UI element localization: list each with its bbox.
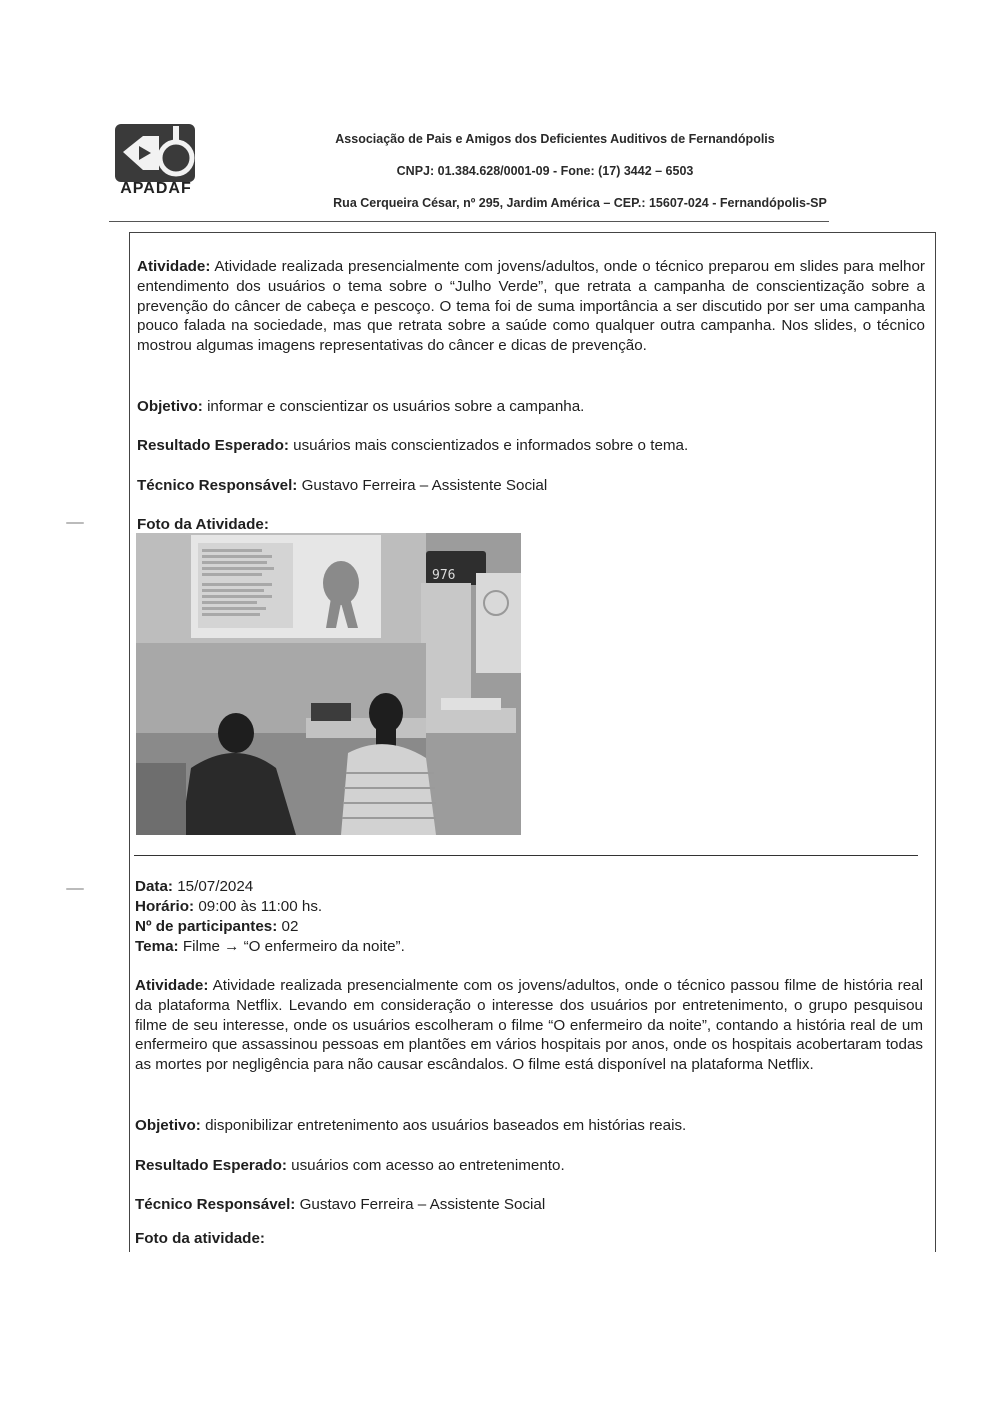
activity2-foto-label: Foto da atividade:	[135, 1230, 265, 1247]
activity2-participants	[135, 917, 925, 937]
activity1-resultado-label: Resultado Esperado:	[137, 437, 289, 454]
scan-mark	[66, 888, 84, 890]
activity2-date-value: 15/07/2024	[177, 878, 254, 895]
activity1-description	[137, 257, 925, 356]
box-border-left	[129, 232, 130, 1252]
activity2-objetivo-text: disponibilizar entretenimento aos usuários baseados em histórias reais.	[205, 1117, 687, 1134]
activity1-objetivo-label: Objetivo:	[137, 398, 203, 415]
activity2-technician	[135, 1195, 923, 1215]
logo-wordmark: APADAF	[120, 180, 192, 197]
activity2-time-label: Horário:	[135, 898, 195, 915]
activity1-resultado-text: usuários mais conscientizados e informados sobre o tema.	[293, 437, 689, 454]
activity2-expected-result	[135, 1156, 923, 1176]
org-name: Associação de Pais e Amigos dos Deficientes Auditivos de Fernandópolis	[335, 132, 775, 146]
org-address: Rua Cerqueira César, nº 295, Jardim América – CEP.: 15607-024 - Fernandópolis-SP	[333, 196, 827, 210]
activity2-theme	[135, 937, 925, 957]
header-divider	[109, 221, 829, 222]
activity1-photo-label	[137, 515, 925, 535]
activity2-date-label: Data:	[135, 878, 173, 895]
activity1-objective	[137, 397, 925, 417]
activity2-atividade-text: Atividade realizada presencialmente com os jovens/adultos, onde o técnico passou filme de história real da plataforma Netflix. Levando em consideração o interesse dos usuários por entretenimento, o grupo pesquisou filme de seu interesse, onde os usuários escolheram o filme “O enfermeiro da noite”, contando a história real de um enfermeiro que assassinou pessoas em plantões em vários hospitais por anos, onde os hospitais acobertaram todas as mortes por negligência para não causar escândalos. O filme está disponível na plataforma Netflix.	[135, 977, 923, 1074]
activity2-objetivo-label: Objetivo:	[135, 1117, 201, 1134]
activity1-tecnico-text: Gustavo Ferreira – Assistente Social	[301, 477, 548, 494]
clock-digits: 976	[432, 568, 456, 583]
activity2-theme-value: Filme → “O enfermeiro da noite”.	[182, 938, 405, 955]
activity1-atividade-text: Atividade realizada presencialmente com jovens/adultos, onde o técnico preparou em slides para melhor entendimento dos usuários o tema sobre o “Julho Verde”, que retrata a campanha de conscientização sobre a prevenção do câncer de cabeça e pescoço. O tema foi de suma importância a ser discutido por ser uma campanha pouco falada na sociedade, mas que retrata sobre a saúde como qualquer outra campanha. Nos slides, o técnico mostrou algumas imagens representativas do câncer e dicas de prevenção.	[137, 258, 925, 355]
activity1-atividade-label: Atividade:	[137, 258, 211, 275]
activity2-objective	[135, 1116, 923, 1136]
activity2-resultado-label: Resultado Esperado:	[135, 1157, 287, 1174]
activity2-participants-label: Nº de participantes:	[135, 918, 278, 935]
box-border-right	[935, 232, 936, 1252]
activity2-description	[135, 976, 923, 1075]
activity1-objetivo-text: informar e conscientizar os usuários sobre a campanha.	[207, 398, 585, 415]
activity2-time-value: 09:00 às 11:00 hs.	[198, 898, 323, 915]
activity-photo	[136, 533, 521, 835]
activity2-time	[135, 897, 925, 917]
activity1-tecnico-label: Técnico Responsável:	[137, 477, 298, 494]
activity2-participants-value: 02	[281, 918, 299, 935]
activity2-atividade-label: Atividade:	[135, 977, 209, 994]
org-cnpj-phone: CNPJ: 01.384.628/0001-09 - Fone: (17) 3442 – 6503	[396, 164, 694, 178]
activity1-expected-result	[137, 436, 925, 456]
activity2-date	[135, 877, 925, 897]
activity1-technician	[137, 476, 925, 496]
box-border-top	[129, 232, 936, 233]
scan-mark	[66, 522, 84, 524]
activity2-photo-label	[135, 1229, 923, 1249]
section-divider	[134, 855, 918, 856]
activity2-resultado-text: usuários com acesso ao entretenimento.	[291, 1157, 565, 1174]
activity2-tecnico-text: Gustavo Ferreira – Assistente Social	[299, 1196, 546, 1213]
activity2-theme-label: Tema:	[135, 938, 179, 955]
activity1-foto-label: Foto da Atividade:	[137, 516, 269, 533]
activity2-tecnico-label: Técnico Responsável:	[135, 1196, 296, 1213]
